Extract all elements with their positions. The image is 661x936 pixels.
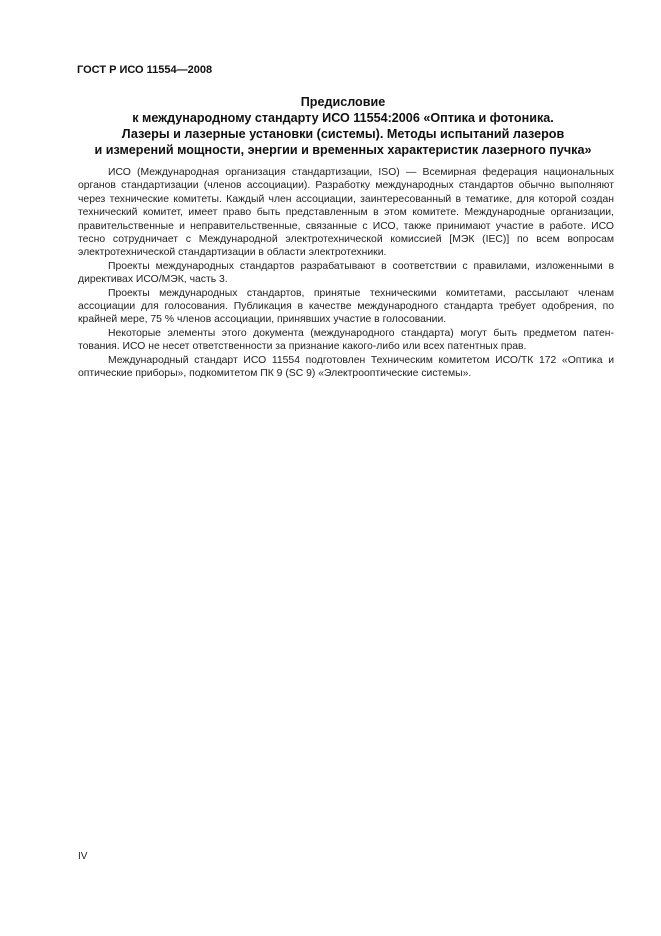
paragraph: Проекты международных стандартов, принятые техническими комитетами, рассылают членам ассоциации для голосования. Публикация в качестве международного стандарта требует одобрения, по крайней мере, 75 % членов ассоциации, принявших участие в голосовании.	[78, 287, 614, 326]
page-number: IV	[78, 851, 88, 862]
title-line: и измерений мощности, энергии и временных характеристик лазерного пучка»	[94, 143, 592, 157]
title-line: Лазеры и лазерные установки (системы). Методы испытаний лазеров	[121, 127, 565, 141]
title-line: к международному стандарту ИСО 11554:2006 «Оптика и фотоника.	[132, 111, 554, 125]
paragraph: Некоторые элементы этого документа (международного стандарта) могут быть предметом патентования. ИСО не несет ответственности за признание какого-либо или всех патентных прав.	[78, 327, 614, 353]
title-line: Предисловие	[300, 95, 386, 109]
document-code-header: ГОСТ Р ИСО 11554—2008	[77, 64, 213, 76]
paragraph: Проекты международных стандартов разрабатывают в соответствии с правилами, изложенными в директивах ИСО/МЭК, часть 3.	[78, 260, 614, 286]
preface-title	[70, 94, 616, 158]
paragraph: Международный стандарт ИСО 11554 подготовлен Техническим комитетом ИСО/ТК 172 «Оптика и оптические приборы», подкомитетом ПК 9 (SC 9) «Электрооптические системы».	[78, 354, 614, 380]
paragraph: ИСО (Международная организация стандартизации, ISO) — Всемирная федерация национальных органов стандартизации (членов ассоциации). Разработку международных стандартов обычно выполняют через технические комитеты. Каждый член ассоциации, заинтересованный в тематике, для которой создан технический комитет, имеет право быть представленным в этом комитете. Международные организации, правительственные и неправительственные, связанные с ИСО, также принимают участие в работе. ИСО тесно сотрудничает с Международной электротехнической комиссией [МЭК (IEC)] по всем вопросам электротехнической стандартизации в области электротехники.	[78, 167, 614, 259]
preface-body	[78, 166, 614, 381]
